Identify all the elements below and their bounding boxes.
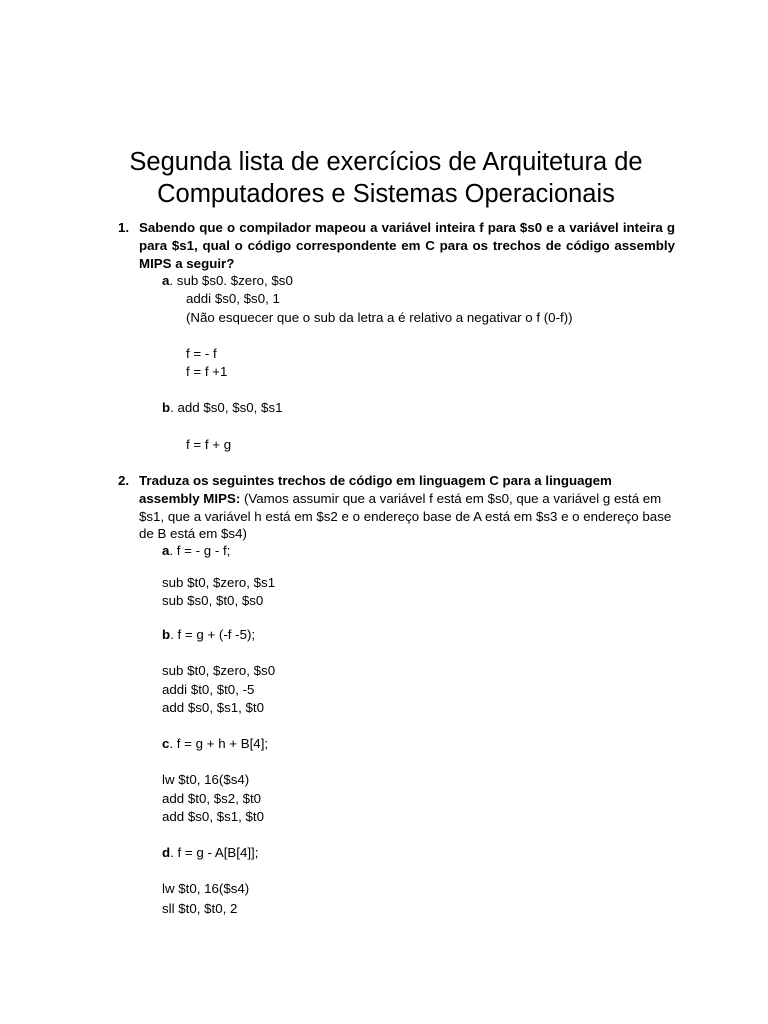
q2-item-c-letter: c bbox=[162, 736, 170, 751]
q2-item-a-code-line-2: sub $s0, $t0, $s0 bbox=[162, 593, 264, 608]
question-1-number: 1. bbox=[118, 220, 130, 235]
page-title-line-2: Computadores e Sistemas Operacionais bbox=[157, 180, 615, 208]
q1-item-b-letter: b bbox=[162, 400, 171, 415]
q2-item-c-code-line-1: lw $t0, 16($s4) bbox=[162, 772, 250, 787]
q1-item-a-letter: a bbox=[162, 273, 170, 288]
question-1-text: Sabendo que o compilador mapeou a variável inteira f para $s0 e a variável inteira g para $s1, qual o código correspondente em C para os trechos de código assembly MIPS a seguir? bbox=[139, 220, 675, 271]
q2-item-a bbox=[162, 542, 230, 560]
q1-item-a-note: (Não esquecer que o sub da letra a é relativo a negativar o f (0-f)) bbox=[186, 310, 573, 325]
q1-item-a-answer-1: f = - f bbox=[186, 346, 217, 361]
q2-item-d-expression: . f = g - A[B[4]]; bbox=[170, 845, 259, 860]
q2-item-c-code-line-3: add $s0, $s1, $t0 bbox=[162, 809, 265, 824]
q2-item-c bbox=[162, 735, 268, 753]
q1-item-b bbox=[162, 399, 283, 417]
q1-item-b-code-line-1: . add $s0, $s0, $s1 bbox=[170, 400, 283, 415]
q2-item-d-letter: d bbox=[162, 845, 171, 860]
q1-item-a-answer-2: f = f +1 bbox=[186, 364, 228, 379]
question-2-rest: (Vamos assumir que a variável f está em $s0, que a variável g está em $s1, que a variável h está em $s2 e o endereço base de A está em $s3 e o endereço base de B está em $s4) bbox=[139, 490, 672, 542]
q2-item-c-expression: . f = g + h + B[4]; bbox=[169, 736, 269, 751]
q2-item-b-code-line-1: sub $t0, $zero, $s0 bbox=[162, 663, 276, 678]
question-2-lead: Traduza os seguintes trechos de código em linguagem C para a linguagem assembly MIPS: bbox=[139, 473, 612, 506]
q2-item-d-code-line-1: lw $t0, 16($s4) bbox=[162, 881, 250, 896]
page-title bbox=[60, 146, 712, 210]
page-title-line-1: Segunda lista de exercícios de Arquitetura de bbox=[129, 148, 643, 176]
q1-item-a bbox=[162, 272, 293, 290]
q2-item-a-letter: a bbox=[162, 543, 170, 558]
q2-item-b bbox=[162, 626, 255, 644]
question-2-text bbox=[139, 472, 675, 543]
q2-item-b-letter: b bbox=[162, 627, 171, 642]
q1-item-b-answer-1: f = f + g bbox=[186, 437, 232, 452]
question-2-number: 2. bbox=[118, 473, 130, 488]
q2-item-b-code-line-3: add $s0, $s1, $t0 bbox=[162, 700, 265, 715]
q2-item-d-code-line-2: sll $t0, $t0, 2 bbox=[162, 901, 238, 916]
q2-item-a-expression: . f = - g - f; bbox=[169, 543, 231, 558]
q1-item-a-code-line-1: . sub $s0. $zero, $s0 bbox=[169, 273, 293, 288]
q2-item-a-code-line-1: sub $t0, $zero, $s1 bbox=[162, 575, 276, 590]
q2-item-b-expression: . f = g + (-f -5); bbox=[170, 627, 256, 642]
q1-item-a-code-line-2: addi $s0, $s0, 1 bbox=[186, 291, 280, 306]
q2-item-d bbox=[162, 844, 258, 862]
q2-item-c-code-line-2: add $t0, $s2, $t0 bbox=[162, 791, 262, 806]
q2-item-b-code-line-2: addi $t0, $t0, -5 bbox=[162, 682, 255, 697]
